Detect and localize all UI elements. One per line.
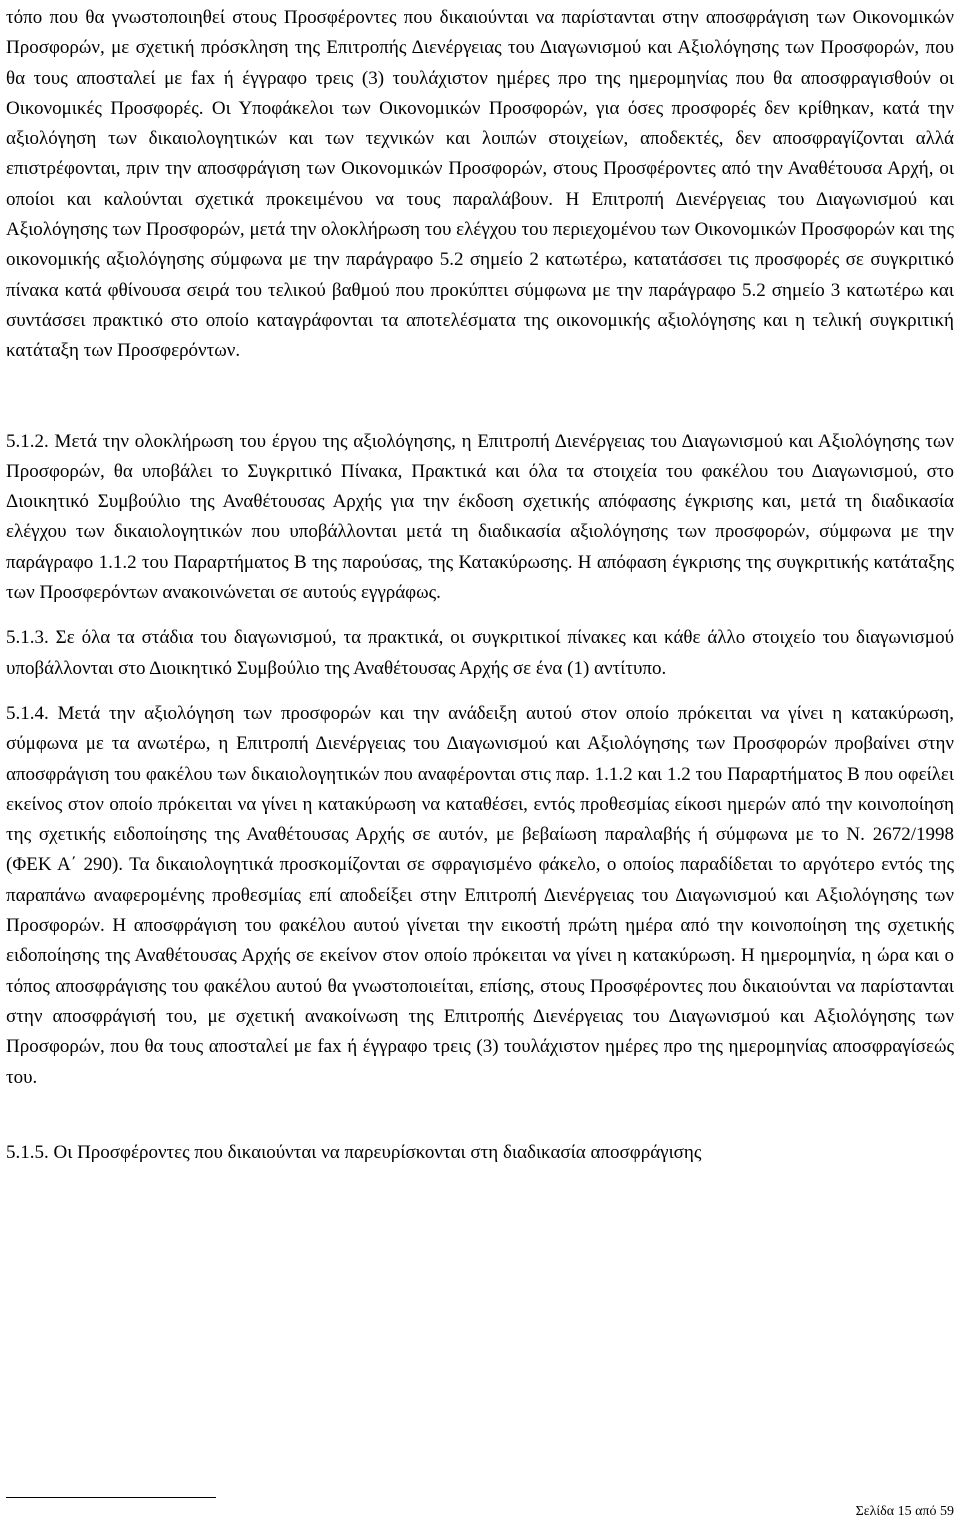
paragraph-intro: τόπο που θα γνωστοποιηθεί στους Προσφέροντες που δικαιούνται να παρίστανται στην αποσφράγιση των Οικονομικών Προσφορών, με σχετική πρόσκληση της Επιτροπής Διενέργειας του Διαγωνισμού και Αξιολόγησης των Προσφορών, που θα τους αποσταλεί με fax ή έγγραφο τρεις (3) τουλάχιστον ημέρες προ της ημερομηνίας που θα αποσφραγισθούν οι Οικονομικές Προσφορές. Οι Υποφάκελοι των Οικονομικών Προσφορών, για όσες προσφορές δεν κρίθηκαν, κατά την αξιολόγηση των δικαιολογητικών και των τεχνικών και λοιπών στοιχείων, αποδεκτές, δεν αποσφραγίζονται αλλά επιστρέφονται, πριν την αποσφράγιση των Οικονομικών Προσφορών, στους Προσφέροντες από την Αναθέτουσα Αρχή, οι οποίοι και καλούνται σχετικά προκειμένου να τους παραλάβουν. Η Επιτροπή Διενέργειας του Διαγωνισμού και Αξιολόγησης των Προσφορών, μετά την ολοκλήρωση του ελέγχου του περιεχομένου των Οικονομικών Προσφορών και της οικονομικής αξιολόγησης σύμφωνα με την παράγραφο 5.2 σημείο 2 κατωτέρω, κατατάσσει τις προσφορές σε συγκριτικό πίνακα κατά φθίνουσα σειρά του τελικού βαθμού που προκύπτει σύμφωνα με την παράγραφο 5.2 σημείο 3 κατωτέρω και συντάσσει πρακτικό στο οποίο καταγράφονται τα αποτελέσματα της οικονομικής αξιολόγησης και η τελική συγκριτική κατάταξη των Προσφερόντων. xyxy=(6,7,954,362)
footer-divider xyxy=(6,1497,216,1498)
paragraph-5-1-4: 5.1.4. Μετά την αξιολόγηση των προσφορών και την ανάδειξη αυτού στον οποίο πρόκειται να γίνει η κατακύρωση, σύμφωνα με τα ανωτέρω, η Επιτροπή Διενέργειας του Διαγωνισμού και Αξιολόγησης των Προσφορών προβαίνει στην αποσφράγιση του φακέλου των δικαιολογητικών που αναφέρονται στις παρ. 1.1.2 και 1.2 του Παραρτήματος Β που οφείλει εκείνος στον οποίο πρόκειται να γίνει η κατακύρωση να καταθέσει, εντός προθεσμίας είκοσι ημερών από την κοινοποίηση της σχετικής ειδοποίησης της Αναθέτουσας Αρχής σε αυτόν, με βεβαίωση παραλαβής ή σύμφωνα με το Ν. 2672/1998 (ΦΕΚ Α΄ 290). Τα δικαιολογητικά προσκομίζονται σε σφραγισμένο φάκελο, ο οποίος παραδίδεται το αργότερο εντός της παραπάνω αναφερομένης προθεσμίας επί αποδείξει στην Επιτροπή Διενέργειας του Διαγωνισμού και Αξιολόγησης των Προσφορών. Η αποσφράγιση του φακέλου αυτού γίνεται την εικοστή πρώτη ημέρα από την κοινοποίηση της σχετικής ειδοποίησης της Αναθέτουσας Αρχής σε εκείνον στον οποίο πρόκειται να γίνει η κατακύρωση. Η ημερομηνία, η ώρα και ο τόπος αποσφράγισης του φακέλου αυτού θα γνωστοποιείται, επίσης, στους Προσφέροντες που δικαιούνται να παρίστανται στην αποσφράγισή του, με σχετική ανακοίνωση της Επιτροπής Διενέργειας του Διαγωνισμού και Αξιολόγησης των Προσφορών, που θα τους αποσταλεί με fax ή έγγραφο τρεις (3) τουλάχιστον ημέρες προ της ημερομηνίας αποσφραγίσεώς του. xyxy=(6,702,954,1088)
document-page xyxy=(6,0,954,1168)
page-number: Σελίδα 15 από 59 xyxy=(855,1504,954,1519)
paragraph-5-1-5: 5.1.5. Οι Προσφέροντες που δικαιούνται να παρευρίσκονται στη διαδικασία αποσφράγισης xyxy=(6,1141,702,1163)
paragraph-5-1-2: 5.1.2. Μετά την ολοκλήρωση του έργου της αξιολόγησης, η Επιτροπή Διενέργειας του Διαγωνισμού και Αξιολόγησης των Προσφορών, θα υποβάλει το Συγκριτικό Πίνακα, Πρακτικά και όλα τα στοιχεία του φακέλου του Διαγωνισμού, στο Διοικητικό Συμβούλιο της Αναθέτουσας Αρχής για την έκδοση σχετικής απόφασης έγκρισης και, μετά τη διαδικασία ελέγχου των δικαιολογητικών που υποβάλλονται μετά τη διαδικασία αξιολόγησης των προσφορών, σύμφωνα με την παράγραφο 1.1.2 του Παραρτήματος Β της παρούσας, της Κατακύρωσης. Η απόφαση έγκρισης της συγκριτικής κατάταξης των Προσφερόντων ανακοινώνεται σε αυτούς εγγράφως. xyxy=(6,430,954,604)
paragraph-5-1-3: 5.1.3. Σε όλα τα στάδια του διαγωνισμού, τα πρακτικά, οι συγκριτικοί πίνακες και κάθε άλλο στοιχείο του διαγωνισμού υποβάλλονται στο Διοικητικό Συμβούλιο της Αναθέτουσας Αρχής σε ένα (1) αντίτυπο. xyxy=(6,627,954,679)
